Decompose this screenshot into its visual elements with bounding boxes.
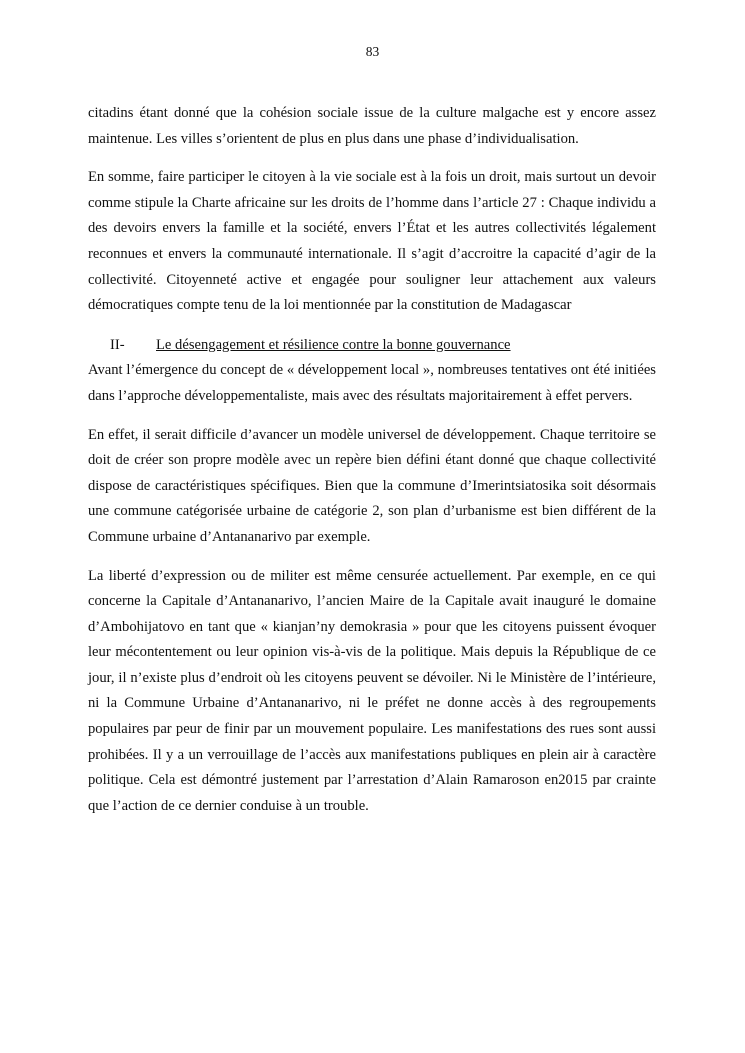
paragraph-local-development: Avant l’émergence du concept de « développement local », nombreuses tentatives ont été initiées dans l’approche développementaliste, mais avec des résultats majoritairement à effet pervers. bbox=[88, 362, 656, 404]
paragraph-citizen-participation: En somme, faire participer le citoyen à la vie sociale est à la fois un droit, mais surtout un devoir comme stipule la Charte africaine sur les droits de l’homme dans l’article 27 : Chaque individu a des devoirs envers la famille et la société, envers l’État et les autres collectivités légalement reconnues et envers la communauté internationale. Il s’agit d’accroitre la capacité d’agir de la collectivité. Citoyenneté active et engagée pour souligner leur attachement aux valeurs démocratiques compte tenu de la loi mentionnée par la constitution de Madagascar bbox=[88, 169, 656, 314]
section-heading bbox=[88, 333, 656, 359]
document-body bbox=[88, 101, 656, 819]
section-number: II- bbox=[110, 336, 125, 353]
paragraph-freedom-expression: La liberté d’expression ou de militer est même censurée actuellement. Par exemple, en ce qui concerne la Capitale d’Antananarivo, l’ancien Maire de la Capitale avait inauguré le domaine d’Ambohijatovo en tant que « kianjan’ny demokrasia » pour que les citoyens puissent évoquer leur mécontentement ou leur opinion vis-à-vis de la politique. Mais depuis la République de ce jour, il n’existe plus d’endroit où les citoyens peuvent se dévoiler. Ni le Ministère de l’intérieure, ni la Commune Urbaine d’Antananarivo, ni le préfet ne donne accès à des regroupements populaires par peur de finir par un mouvement populaire. Les manifestations des rues sont aussi prohibées. Il y a un verrouillage de l’accès aux manifestations publiques en plein air à caractère politique. Cela est démontré justement par l’arrestation d’Alain Ramaroson en2015 par crainte que l’action de ce dernier conduise à un trouble. bbox=[88, 567, 656, 814]
paragraph-continuation: citadins étant donné que la cohésion sociale issue de la culture malgache est y encore assez maintenue. Les villes s’orientent de plus en plus dans une phase d’individualisation. bbox=[88, 105, 656, 147]
section-title: Le désengagement et résilience contre la bonne gouvernance bbox=[156, 336, 511, 353]
paragraph-development-model: En effet, il serait difficile d’avancer un modèle universel de développement. Chaque territoire se doit de créer son propre modèle avec un repère bien défini étant donné que chaque collectivité dispose de caractéristiques spécifiques. Bien que la commune d’Imerintsiatosika soit désormais une commune catégorisée urbaine de catégorie 2, son plan d’urbanisme est bien différent de la Commune urbaine d’Antananarivo par exemple. bbox=[88, 426, 656, 545]
page-number: 83 bbox=[365, 44, 380, 59]
